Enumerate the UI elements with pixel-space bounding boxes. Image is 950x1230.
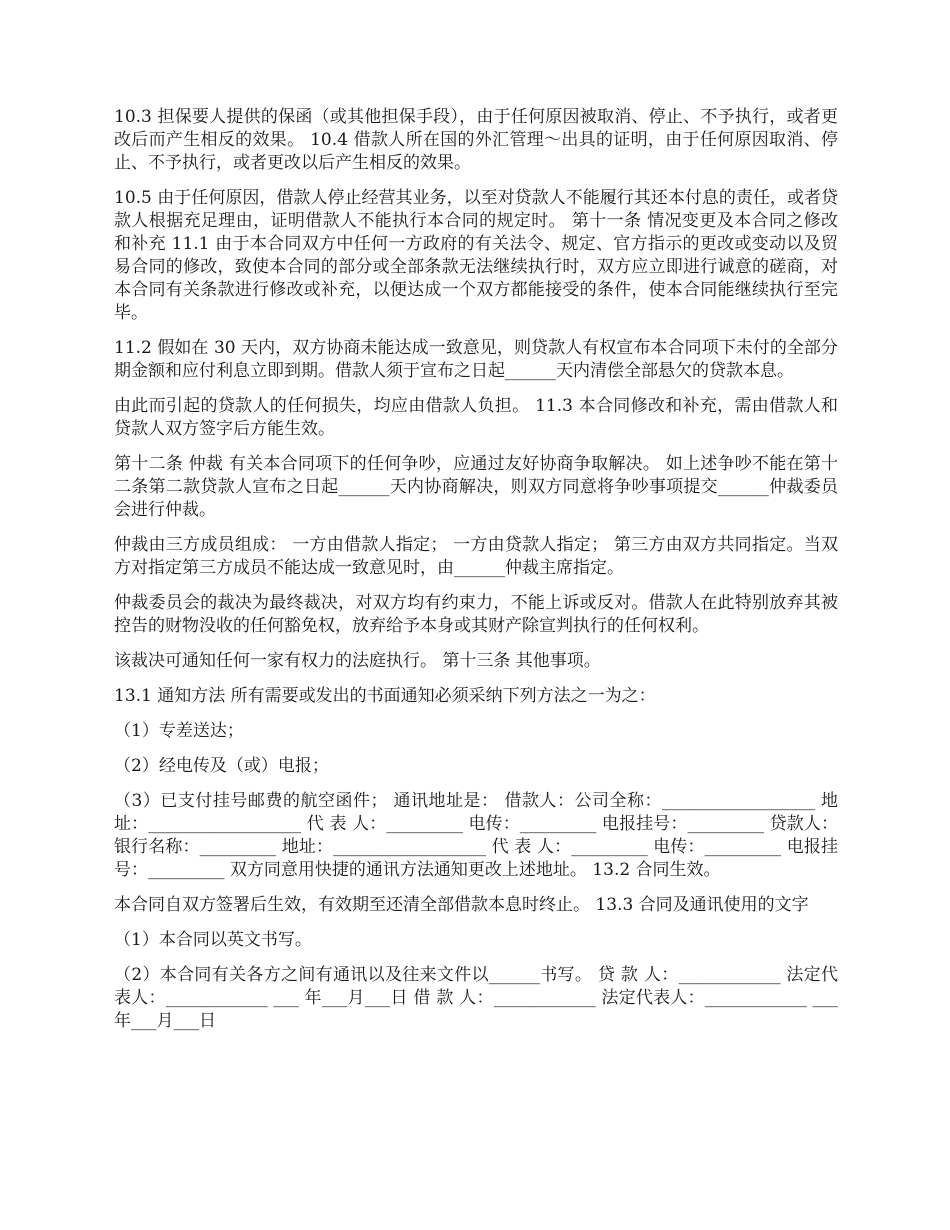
paragraph-arbitration-award: 仲裁委员会的裁决为最终裁决，对双方均有约束力，不能上诉或反对。借款人在此特别放弃其被控告的财物没收的任何豁免权，放弃给予本身或其财产除宣判执行的任何权利。 bbox=[114, 593, 838, 636]
list-item-notice-3: （3）已支付挂号邮费的航空函件； 通讯地址是： 借款人：公司全称：__________________ 地址：__________________ 代 表 人：_________ 电传：_________ 电报挂号：_________ 贷款人：银行名称：_________ 地址：__________________ 代 表 人：_________ 电传：_________ 电报挂号：_________ 双方同意用快捷的通讯方法通知更改上述地址。 13.2 合同生效。 bbox=[114, 791, 838, 880]
document-body bbox=[114, 106, 838, 1045]
paragraph-13-2: 本合同自双方签署后生效，有效期至还清全部借款本息时终止。 13.3 合同及通讯使用的文字 bbox=[114, 895, 809, 915]
paragraph-10-3: 10.3 担保要人提供的保函（或其他担保手段），由于任何原因被取消、停止、不予执行，或者更改后而产生相反的效果。 10.4 借款人所在国的外汇管理～出具的证明，由于任何原因取消、停止、不予执行，或者更改以后产生相反的效果。 bbox=[114, 107, 838, 173]
paragraph-arbitration-members: 仲裁由三方成员组成： 一方由借款人指定； 一方由贷款人指定； 第三方由双方共同指定。当双方对指定第三方成员不能达成一致意见时，由______仲裁主席指定。 bbox=[114, 535, 838, 578]
paragraph-13-1: 13.1 通知方法 所有需要或发出的书面通知必须采纳下列方法之一为之： bbox=[114, 686, 656, 706]
paragraph-10-5: 10.5 由于任何原因，借款人停止经营其业务，以至对贷款人不能履行其还本付息的责任，或者贷款人根据充足理由，证明借款人不能执行本合同的规定时。 第十一条 情况变更及本合同之修改和补充 11.1 由于本合同双方中任何一方政府的有关法令、规定、官方指示的更改或变动以及贸易合同的修改，致使本合同的部分或全部条款无法继续执行时，双方应立即进行诚意的磋商，对本合同有关条款进行修改或补充，以便达成一个双方都能接受的条件，使本合同能继续执行至完毕。 bbox=[114, 188, 838, 323]
paragraph-11-3: 由此而引起的贷款人的任何损失，均应由借款人负担。 11.3 本合同修改和补充，需由借款人和贷款人双方签字后方能生效。 bbox=[114, 396, 838, 439]
paragraph-11-2: 11.2 假如在 30 天内，双方协商未能达成一致意见，则贷款人有权宣布本合同项下未付的全部分期金额和应付利息立即到期。借款人须于宣布之日起______天内清偿全部悬欠的贷款本息。 bbox=[114, 338, 838, 381]
list-item-notice-2: （2）经电传及（或）电报； bbox=[114, 756, 329, 776]
paragraph-article-12: 第十二条 仲裁 有关本合同项下的任何争吵，应通过友好协商争取解决。 如上述争吵不能在第十二条第二款贷款人宣布之日起______天内协商解决，则双方同意将争吵事项提交______仲裁委员会进行仲裁。 bbox=[114, 454, 838, 520]
paragraph-article-13: 该裁决可通知任何一家有权力的法庭执行。 第十三条 其他事项。 bbox=[114, 651, 601, 671]
list-item-language-1: （1）本合同以英文书写。 bbox=[114, 930, 312, 950]
list-item-language-2-signatures: （2）本合同有关各方之间有通讯以及往来文件以______书写。 贷 款 人：____________ 法定代表人：____________ ___ 年___月___日 借 款 人：____________ 法定代表人：____________ ___ 年___月___日 bbox=[114, 965, 838, 1031]
list-item-notice-1: （1）专差送达； bbox=[114, 721, 244, 741]
